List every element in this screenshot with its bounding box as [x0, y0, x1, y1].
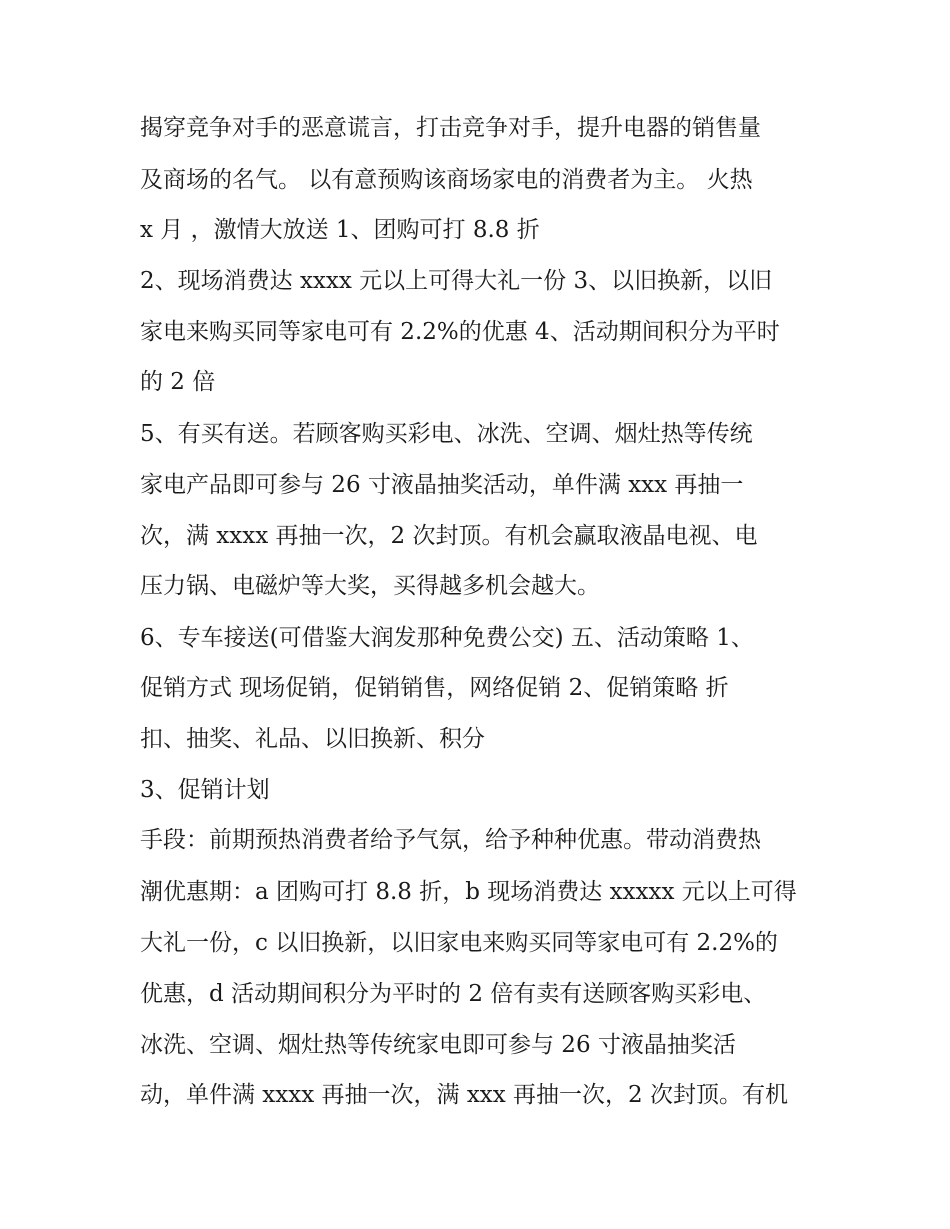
- text-line: 家电产品即可参与 26 寸液晶抽奖活动，单件满 xxx 再抽一: [140, 472, 744, 498]
- text-line: 的 2 倍: [140, 369, 216, 395]
- text-line: 促销方式 现场促销，促销销售，网络促销 2、促销策略 折: [140, 675, 729, 701]
- text-line: 潮优惠期：a 团购可打 8.8 折，b 现场消费达 xxxxx 元以上可得: [140, 879, 797, 905]
- text-line: 优惠，d 活动期间积分为平时的 2 倍有卖有送顾客购买彩电、: [140, 981, 767, 1007]
- text-line: 动，单件满 xxxx 再抽一次，满 xxx 再抽一次，2 次封顶。有机: [140, 1082, 788, 1108]
- text-line: 3、促销计划: [140, 777, 270, 803]
- text-line: x 月 ，激情大放送 1、团购可打 8.8 折: [140, 217, 540, 243]
- text-line: 压力锅、电磁炉等大奖，买得越多机会越大。: [140, 573, 600, 599]
- text-line: 大礼一份，c 以旧换新，以旧家电来购买同等家电可有 2.2%的: [140, 930, 778, 956]
- text-line: 手段：前期预热消费者给予气氛，给予种种优惠。带动消费热: [140, 827, 761, 853]
- text-line: 冰洗、空调、烟灶热等传统家电即可参与 26 寸液晶抽奖活: [140, 1032, 736, 1058]
- text-line: 扣、抽奖、礼品、以旧换新、积分: [140, 726, 485, 752]
- text-line: 6、专车接送(可借鉴大润发那种免费公交) 五、活动策略 1、: [140, 625, 754, 651]
- text-line: 5、有买有送。若顾客购买彩电、冰洗、空调、烟灶热等传统: [140, 421, 753, 447]
- text-line: 次，满 xxxx 再抽一次，2 次封顶。有机会赢取液晶电视、电: [140, 523, 758, 549]
- text-line: 及商场的名气。 以有意预购该商场家电的消费者为主。 火热: [140, 167, 753, 193]
- text-line: 家电来购买同等家电可有 2.2%的优惠 4、活动期间积分为平时: [140, 319, 780, 345]
- text-line: 揭穿竞争对手的恶意谎言，打击竞争对手，提升电器的销售量: [140, 115, 761, 141]
- text-line: 2、现场消费达 xxxx 元以上可得大礼一份 3、以旧换新，以旧: [140, 268, 773, 294]
